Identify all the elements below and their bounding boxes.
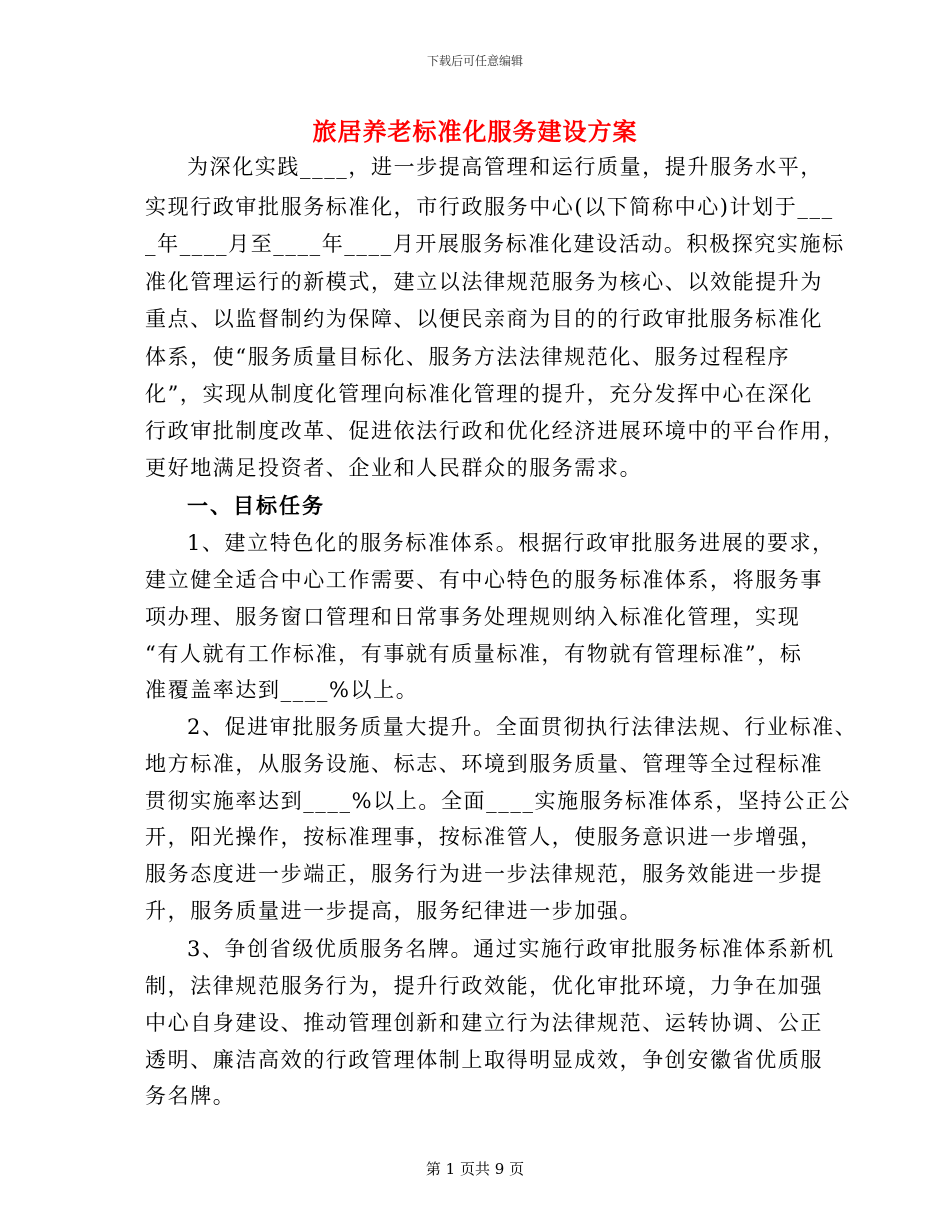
- page-footer: 第 1 页共 9 页: [425, 1160, 525, 1178]
- paragraph-line: 服务态度进一步端正，服务行为进一步法律规范，服务效能进一步提: [145, 862, 823, 886]
- paragraph-line: 升，服务质量进一步提高，服务纪律进一步加强。: [145, 899, 643, 923]
- paragraph-line: “有人就有工作标准，有事就有质量标准，有物就有管理标准”，标: [145, 642, 803, 666]
- paragraph-line: 地方标准，从服务设施、标志、环境到服务质量、管理等全过程标准: [145, 752, 823, 776]
- paragraph-line: 准覆盖率达到____%以上。: [145, 678, 419, 702]
- header-note: 下载后可任意编辑: [426, 54, 523, 68]
- document-title: 旅居养老标准化服务建设方案: [312, 118, 638, 146]
- paragraph-line: _年____月至____年____月开展服务标准化建设活动。积极探究实施标: [145, 232, 845, 256]
- paragraph-line: 化”，实现从制度化管理向标准化管理的提升，充分发挥中心在深化: [145, 382, 813, 406]
- section-heading: 一、目标任务: [187, 494, 325, 518]
- paragraph-line: 2、促进审批服务质量大提升。全面贯彻执行法律法规、行业标准、: [187, 715, 858, 739]
- paragraph-line: 3、争创省级优质服务名牌。通过实施行政审批服务标准体系新机: [187, 937, 835, 961]
- paragraph-line: 贯彻实施率达到____%以上。全面____实施服务标准体系，坚持公正公: [145, 789, 851, 813]
- paragraph-line: 为深化实践____，进一步提高管理和运行质量，提升服务水平，: [187, 155, 823, 179]
- paragraph-line: 务名牌。: [145, 1084, 236, 1108]
- paragraph-line: 开，阳光操作，按标准理事，按标准管人，使服务意识进一步增强，: [145, 825, 823, 849]
- paragraph-line: 重点、以监督制约为保障、以便民亲商为目的的行政审批服务标准化: [145, 307, 823, 331]
- paragraph-line: 准化管理运行的新模式，建立以法律规范服务为核心、以效能提升为: [145, 270, 823, 294]
- paragraph-line: 1、建立特色化的服务标准体系。根据行政审批服务进展的要求，: [187, 531, 835, 555]
- paragraph-line: 透明、廉洁高效的行政管理体制上取得明显成效，争创安徽省优质服: [145, 1048, 823, 1072]
- paragraph-line: 建立健全适合中心工作需要、有中心特色的服务标准体系，将服务事: [145, 568, 823, 592]
- paragraph-line: 制，法律规范服务行为，提升行政效能，优化审批环境，力争在加强: [145, 974, 823, 998]
- paragraph-line: 实现行政审批服务标准化，市行政服务中心(以下简称中心)计划于___: [145, 195, 834, 219]
- paragraph-line: 行政审批制度改革、促进依法行政和优化经济进展环境中的平台作用，: [145, 419, 846, 443]
- paragraph-line: 中心自身建设、推动管理创新和建立行为法律规范、运转协调、公正: [145, 1011, 823, 1035]
- paragraph-line: 更好地满足投资者、企业和人民群众的服务需求。: [145, 456, 643, 480]
- paragraph-line: 项办理、服务窗口管理和日常事务处理规则纳入标准化管理，实现: [145, 605, 801, 629]
- paragraph-line: 体系，使“服务质量目标化、服务方法法律规范化、服务过程程序: [145, 345, 791, 369]
